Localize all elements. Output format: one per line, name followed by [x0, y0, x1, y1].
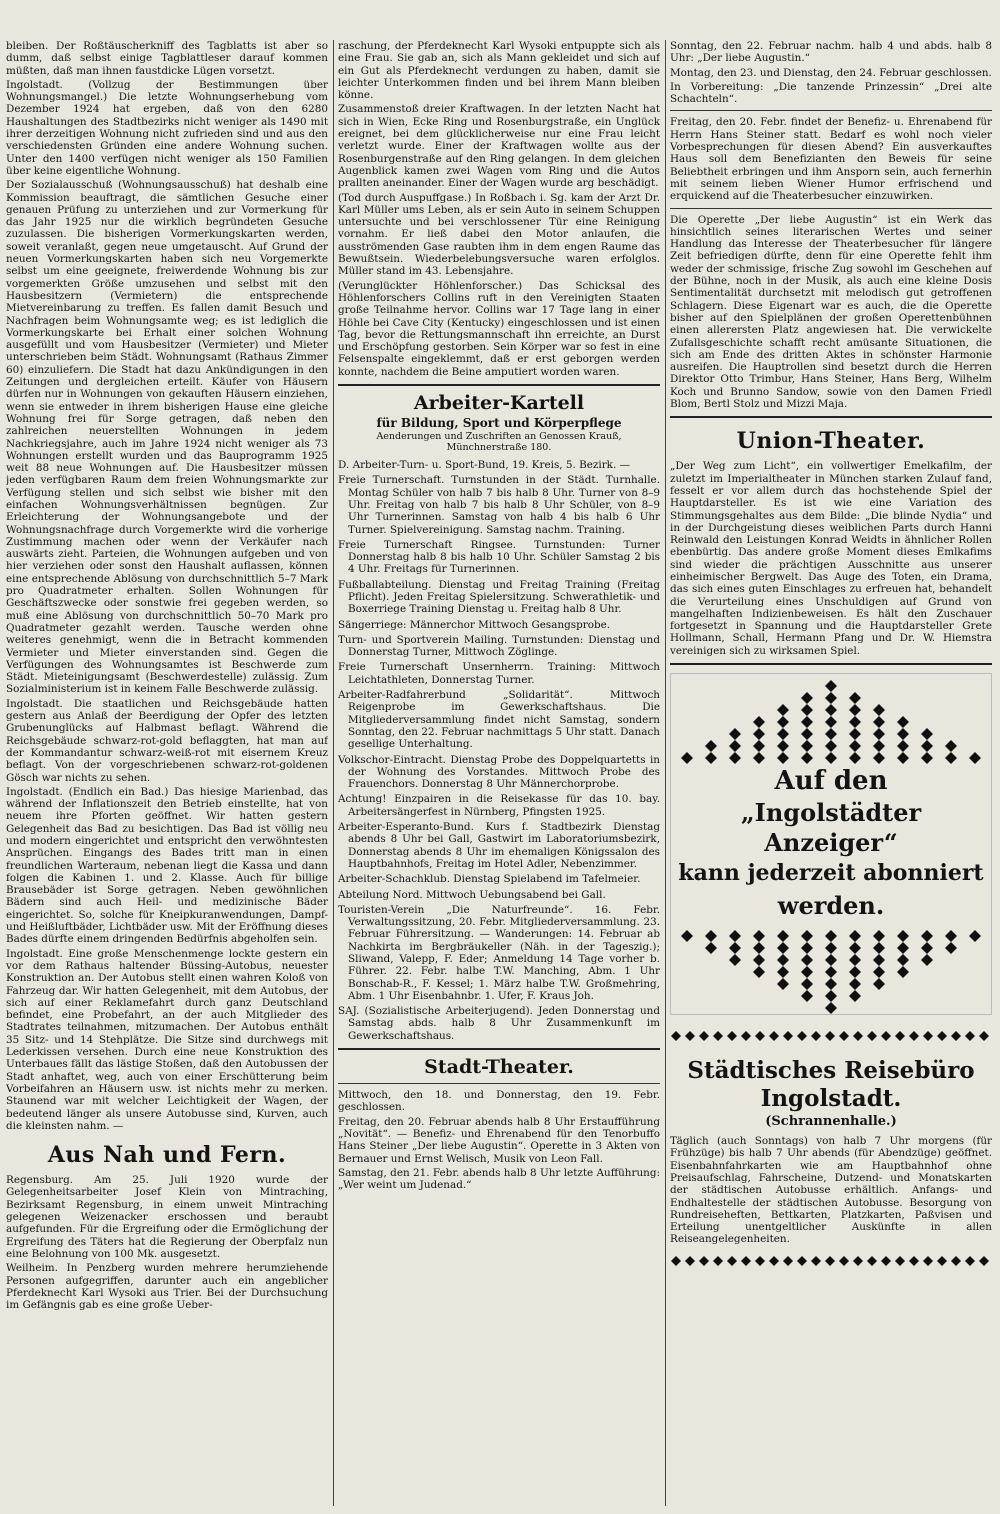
article-paragraph: Ingolstadt. (Vollzug der Bestimmungen über Wohnungsmangel.) Die letzte Wohnungserhebung vom Dezember 1924 hat ergeben, daß von den 6280 Haushaltungen des Stadtbezirks nicht weniger als 1490 mit ihrer derzeitigen Wohnung nicht zufrieden sind und aus den verschiedensten Gründen eine andere Wohnung suchen. Unter den 1400 verfügen nicht weniger als 150 Familien über keine eigentliche Wohnung.: [6, 78, 328, 177]
diamond-mark: [849, 728, 861, 740]
diamond-mark: [801, 692, 813, 704]
diamond-mark: [825, 680, 837, 692]
union-title: Union-Theater.: [736, 428, 926, 455]
theater-paragraph: Freitag, den 20. Febr. findet der Benefiz- u. Ehrenabend für Herrn Hans Steiner statt. Bedarf es wohl noch vieler Vorbesprechungen für diesen Abend? Ein ausverkauftes Haus soll dem Benefizianten den Beweis für seine Beliebtheit erbringen und ihm Ansporn sein, auch fernerhin mit seinem lieben Wiener Humor erfrischend und erquickend auf die Theaterbesucher einzuwirken.: [670, 116, 992, 203]
kartell-title: Arbeiter-Kartell: [413, 392, 585, 415]
diamond-mark: [729, 740, 741, 752]
diamond-mark: [811, 1256, 821, 1266]
diamond-mark: [825, 942, 837, 954]
diamond-mark: [825, 1002, 837, 1014]
divider: [338, 1083, 660, 1084]
diamond-mark: [849, 966, 861, 978]
diamond-mark: [921, 942, 933, 954]
section-title: Aus Nah und Fern.: [47, 1142, 287, 1169]
diamond-mark: [777, 930, 789, 942]
diamond-mark: [777, 728, 789, 740]
diamond-mark: [897, 752, 909, 764]
diamond-mark: [909, 1031, 919, 1041]
diamond-mark: [753, 966, 765, 978]
diamond-mark: [825, 1031, 835, 1041]
diamond-mark: [897, 954, 909, 966]
diamond-mark: [853, 1256, 863, 1266]
column-2: [338, 40, 660, 1502]
kartell-entry: Arbeiter-Esperanto-Bund. Kurs f. Stadtbezirk Dienstag abends 8 Uhr bei Gall, Gastwirt im Laboratoriumsbezirk, Donnerstag abends 8 Uhr im ehemaligen Königssalon des Hauptbahnhofs, Freitag im Hotel Adler, Nebenzimmer.: [338, 821, 660, 870]
theater-paragraph: In Vorbereitung: „Die tanzende Prinzessin“ „Drei alte Schachteln“.: [670, 80, 992, 106]
diamond-mark: [873, 728, 885, 740]
diamond-mark: [895, 1031, 905, 1041]
diamond-mark: [681, 930, 693, 942]
diamond-mark: [741, 1256, 751, 1266]
theater-paragraph: Montag, den 23. und Dienstag, den 24. Februar geschlossen.: [670, 66, 992, 79]
diamond-mark: [825, 954, 837, 966]
article-paragraph: bleiben. Der Roßtäuscherkniff des Tagblatts ist aber so dumm, daß selbst einige Tagblattleser darauf kommen müßten, daß man ihnen faustdicke Lügen vorsetzt.: [6, 40, 328, 77]
diamond-mark: [777, 942, 789, 954]
diamond-mark: [825, 1256, 835, 1266]
diamond-mark: [801, 930, 813, 942]
diamond-mark: [685, 1256, 695, 1266]
diamond-mark: [897, 716, 909, 728]
article-paragraph: (Verunglückter Höhlenforscher.) Das Schicksal des Höhlenforschers Collins ruft in den Vereinigten Staaten große Teilnahme hervor. Collins war 17 Tage lang in einer Höhle bei Cave City (Kentucky) eingeschlossen und ist einen Tag, bevor die Rettungsmannschaft ihn erreichte, an Durst und Erschöpfung gestorben. Sein Körper war so fest in eine Felsenspalte eingeklemmt, daß er erst geborgen werden konnte, nachdem die Beine amputiert worden waren.: [338, 279, 660, 378]
diamond-mark: [777, 752, 789, 764]
column-3: [670, 40, 992, 1506]
diamond-mark: [849, 704, 861, 716]
diamond-mark: [801, 728, 813, 740]
diamond-mark: [777, 716, 789, 728]
diamond-mark: [881, 1256, 891, 1266]
diamond-mark: [705, 930, 717, 942]
kartell-entry: Freie Turnerschaft. Turnstunden in der Städt. Turnhalle. Montag Schüler von halb 7 bis halb 8 Uhr. Turner von 8–9 Uhr. Freitag von halb 7 bis halb 8 Uhr Schüler, von 8–9 Uhr Turnerinnen. Samstag von halb 4 bis halb 6 Uhr Turner. Spielvereinigung. Samstag nachm. Training.: [338, 474, 660, 536]
diamond-mark: [699, 1256, 709, 1266]
diamond-mark: [965, 1031, 975, 1041]
diamond-mark: [741, 1031, 751, 1041]
union-paragraph: „Der Weg zum Licht“, ein vollwertiger Emelkafilm, der zuletzt im Imperialtheater in München starken Zulauf fand, fesselt er vor allem durch das hochstehende Spiel der Hauptdarsteller. Es ist wie eine Variation des Stimmungsgehaltes aus dem Bilde: „Die blinde Nydia“ und in der Durchgeistung dieses weiblichen Parts durch Hanni Reinwald den Leistungen Konrad Weidts in ähnlicher Rollen ebenbürtig. Das andere große Moment dieses Emlkafims sind wieder die prächtigen Ausschnitte aus unserer einheimischer Bergwelt. Das Auge des Toten, ein Drama, das sich eines guten Einschlages zu erfreuen hat, behandelt die Verurteilung eines Unschuldigen auf Grund von mangelhaften Indizienbeweisen. Es hält den Zuschauer fortgesetzt in Spannung und die Hauptdarsteller Grete Hollmann, Schall, Hermann Pfang und Dr. W. Hiemstra vereinigen sich zu wirksamen Spiel.: [670, 460, 992, 657]
advert-line-3: kann jederzeit abonniert: [678, 860, 984, 887]
diamond-mark: [881, 1031, 891, 1041]
diamond-mark: [801, 966, 813, 978]
diamond-mark: [921, 740, 933, 752]
kartell-entry: Abteilung Nord. Mittwoch Uebungsabend bei Gall.: [338, 888, 606, 901]
diamond-mark: [897, 966, 909, 978]
diamond-mark: [895, 1256, 905, 1266]
theater-paragraph: Mittwoch, den 18. und Donnerstag, den 19. Febr. geschlossen.: [338, 1089, 660, 1114]
diamond-mark: [729, 954, 741, 966]
column-rule-1: [333, 40, 334, 1506]
kartell-entry: Achtung! Einzpairen in die Reisekasse für das 10. bay. Arbeitersängerfest in Nürnberg, Pfingsten 1925.: [338, 793, 660, 818]
kartell-subtitle: für Bildung, Sport und Körperpflege: [376, 416, 622, 431]
diamond-mark: [849, 752, 861, 764]
diamond-mark: [713, 1256, 723, 1266]
advert-line-1: Auf den: [774, 766, 888, 797]
divider: [670, 416, 992, 418]
diamond-mark: [873, 954, 885, 966]
diamond-mark: [753, 752, 765, 764]
kartell-entry: Freie Turnerschaft Ringsee. Turnstunden: Turner Donnerstag halb 8 bis halb 10 Uhr. Schüler Samstag 2 bis 4 Uhr. Freitags für Turnerinnen.: [338, 538, 660, 576]
diamond-mark: [965, 1256, 975, 1266]
article-paragraph: Weilheim. In Penzberg wurden mehrere herumziehende Personen aufgegriffen, darunter auch ein angeblicher Pferdeknecht Karl Wysoki aus Trier. Bei der Durchsuchung im Gefängnis gab es eine große Ueber-: [6, 1262, 328, 1312]
diamond-mark: [873, 716, 885, 728]
diamond-mark: [777, 740, 789, 752]
diamond-mark: [945, 752, 957, 764]
diamond-mark: [755, 1256, 765, 1266]
diamond-mark: [921, 728, 933, 740]
diamond-mark: [849, 930, 861, 942]
article-paragraph: Ingolstadt. Die staatlichen und Reichsgebäude hatten gestern aus Anlaß der Beerdigung der Opfer des letzten Grubenunglücks auf Halbmast beflagt. Während die Reichsgebäude schwarz-rot-gold beflaggten, hat man auf der Kommandantur schwarz-weiß-rot mit eisernem Kreuz beflagt. Von der vorgeschriebenen schwarz-rot-goldenen Gösch war nichts zu sehen.: [6, 697, 328, 784]
border-strip-top: [670, 1029, 992, 1043]
diamond-mark: [921, 930, 933, 942]
kartell-entry: Fußballabteilung. Dienstag und Freitag Training (Freitag Pflicht). Jeden Freitag Spielersitzung. Schwerathletik- und Boxerriege Training Dienstag u. Freitag halb 8 Uhr.: [338, 578, 660, 616]
diamond-mark: [825, 966, 837, 978]
diamond-mark: [825, 930, 837, 942]
diamond-mark: [729, 942, 741, 954]
diamond-mark: [897, 740, 909, 752]
diamond-mark: [705, 942, 717, 954]
diamond-mark: [801, 704, 813, 716]
advert-line-2: „Ingolstädter Anzeiger“: [740, 798, 922, 858]
theater-paragraph: Freitag, den 20. Februar abends halb 8 Uhr Erstaufführung „Novität“. — Benefiz- und Ehrenabend für den Tenorbuffo Hans Steiner „Der liebe Augustin“. Operette in 3 Akten von Bernauer und Ernst Welisch, Musik von Leon Fall.: [338, 1115, 660, 1165]
diamond-mark: [777, 978, 789, 990]
diamond-mark: [849, 740, 861, 752]
diamond-mark: [825, 692, 837, 704]
diamond-mark: [727, 1031, 737, 1041]
kartell-entry: Arbeiter-Radfahrerbund „Solidarität“. Mittwoch Reigenprobe im Gewerkschaftshaus. Die Mitgliederversammlung findet nicht Samstag, sondern Sonntag, den 22. Februar nachmittags 5 Uhr statt. Danach gesellige Unterhaltung.: [338, 689, 660, 751]
subscription-advert: [670, 673, 992, 1015]
diamond-mark: [753, 930, 765, 942]
diamond-mark: [681, 752, 693, 764]
diamond-mark: [923, 1031, 933, 1041]
diamond-mark: [969, 930, 981, 942]
diamond-mark: [873, 752, 885, 764]
diamond-mark: [811, 1031, 821, 1041]
diamond-mark: [753, 728, 765, 740]
theater-paragraph: Samstag, den 21. Febr. abends halb 8 Uhr letzte Aufführung: „Wer weint um Judenad.“: [338, 1166, 660, 1192]
diamond-mark: [873, 740, 885, 752]
diamond-mark: [853, 1031, 863, 1041]
diamond-mark: [825, 978, 837, 990]
diamond-mark: [945, 740, 957, 752]
diamond-mark: [801, 942, 813, 954]
diamond-mark: [849, 990, 861, 1002]
diamond-mark: [937, 1256, 947, 1266]
diamond-mark: [873, 930, 885, 942]
diamond-mark: [801, 954, 813, 966]
diamond-mark: [849, 942, 861, 954]
kartell-entry: Touristen-Verein „Die Naturfreunde“. 16. Febr. Verwaltungssitzung, 20. Febr. Mitgliederversammlung. 23. Februar Führersitzung. — Wanderungen: 14. Februar ab Nachkirta im Bergbräukeller (Näh. in der Tageszig.); Sliwand, Valepp, F. Eder; Anmeldung 14 Tage vorher b. Führer. 22. Febr. halbe T.W. Manching, Abm. 1 Uhr Bonschab-R., F. Kessel; 1. März halbe T.W. Großmehring, Abm. 1 Uhr Eisenbahnbr. 1. Ufer, F. Kraus Joh.: [338, 903, 660, 1002]
diamond-mark: [755, 1031, 765, 1041]
diamond-mark: [729, 752, 741, 764]
diamond-mark: [685, 1031, 695, 1041]
reise-paragraph: Täglich (auch Sonntags) von halb 7 Uhr morgens (für Frühzüge) bis halb 7 Uhr abends (für Abendzüge) geöffnet. Eisenbahnfahrkarten wie am Hauptbahnhof ohne Preisaufschlag, Fahrscheine, Dutzend- und Monatskarten der städtischen Autobusse erhältlich. Anfangs- und Endhaltestelle der städtischen Autobusse. Besorgung von Rundreiseheften, Bettkarten, Platzkarten, Paßvisen und Erteilung unentgeltlicher Auskünfte in allen Reiseangelegenheiten.: [670, 1135, 992, 1246]
divider: [670, 208, 992, 209]
diamond-mark: [825, 704, 837, 716]
diamond-mark: [979, 1031, 989, 1041]
diamond-mark: [849, 692, 861, 704]
advert-line-4: werden.: [777, 891, 885, 921]
diamond-mark: [699, 1031, 709, 1041]
column-rule-2: [665, 40, 666, 1506]
diamond-mark: [969, 752, 981, 764]
diamond-mark: [867, 1256, 877, 1266]
diamond-mark: [921, 954, 933, 966]
diamond-mark: [873, 704, 885, 716]
diamond-mark: [753, 954, 765, 966]
kartell-entry: Arbeiter-Schachklub. Dienstag Spielabend im Tafelmeier.: [338, 873, 641, 886]
diamond-mark: [825, 752, 837, 764]
diamond-mark: [753, 942, 765, 954]
kartell-entry: Volkschor-Eintracht. Dienstag Probe des Doppelquartetts in der Wohnung des Vorstandes. Mittwoch Probe des Frauenchors. Donnerstag 8 Uhr Männerchorprobe.: [338, 753, 660, 791]
diamond-mark: [897, 728, 909, 740]
diamond-mark: [727, 1256, 737, 1266]
theater-paragraph: Die Operette „Der liebe Augustin“ ist ein Werk das hinsichtlich seines literarischen Wertes und seiner Handlung das Interesse der Theaterbesucher für längere Zeit befriedigen dürfte, denn für eine Operette fehlt ihm weder der schmissige, frische Zug sowohl im Geschehen auf der Bühne, noch in der Musik, als auch eine kleine Dosis Sentimentalität durchsetzt mit melodisch gut getroffenen Schlagern. Diese Eigenart war es auch, die die Operette bisher auf den Spielplänen der großen Operettenbühnen einen allerersten Platz angewiesen hat. Die verwickelte Zufallsgeschichte schafft recht amüsante Situationen, die sich am Ende des dritten Aktes in schönster Harmonie ausreifen. Die Hauptrollen sind besetzt durch die Herren Direktor Otto Trimbur, Hans Steiner, Hans Berg, Wilhelm Koch und Brunno Sandow, sowie von den Damen Friedl Blom, Bertl Stolz und Mizzi Maja.: [670, 213, 992, 411]
diamond-mark: [849, 978, 861, 990]
diamond-mark: [797, 1256, 807, 1266]
divider: [670, 110, 992, 111]
diamond-mark: [867, 1031, 877, 1041]
article-paragraph: Ingolstadt. Eine große Menschenmenge lockte gestern ein vor dem Rathaus haltender Büssing-Autobus, neuester Konstruktion an. Der Autobus stellt einen wahren Koloß von Fahrzeug dar. Wir hatten Gelegenheit, mit dem Autobus, der sich auf einer Reklamefahrt durch ganz Deutschland befindet, eine Probefahrt, an der auch Mitglieder des Stadtrates teilnahmen, mitzumachen. Der Autobus enthält 35 Sitz- und 14 Stehplätze. Die Sitze sind durchwegs mit Lederkissen versehen. Durch eine neue Konstruktion des Unterbaues fällt das lästige Stoßen, daß den Autobussen der Stadt anhaftet, weg, auch von einer Erschütterung beim Vorbeifahren an Häusern usw. ist nichts mehr zu merken. Staunend war mit welcher Leichtigkeit der Wagen, der bedeutend länger als unsere Autobusse sind, Kurven, auch die kleinsten nahm. —: [6, 947, 328, 1132]
reise-subtitle: (Schrannenhalle.): [765, 1114, 897, 1130]
diamond-mark: [923, 1256, 933, 1266]
diamond-mark: [801, 978, 813, 990]
diamond-mark: [801, 990, 813, 1002]
diamond-ornament-top: [671, 674, 991, 764]
theater-paragraph: Sonntag, den 22. Februar nachm. halb 4 und abds. halb 8 Uhr: „Der liebe Augustin.“: [670, 40, 992, 65]
diamond-mark: [769, 1031, 779, 1041]
diamond-mark: [783, 1256, 793, 1266]
diamond-mark: [801, 716, 813, 728]
article-paragraph: raschung, der Pferdeknecht Karl Wysoki entpuppte sich als eine Frau. Sie gab an, sich als Mann gekleidet und sich auf ein Gut als Pferdeknecht verdungen zu haben, damit sie leichter Unterkommen finden und bei ihrem Mann bleiben könne.: [338, 40, 660, 102]
diamond-mark: [873, 966, 885, 978]
kartell-entry: D. Arbeiter-Turn- u. Sport-Bund, 19. Kreis, 5. Bezirk. —: [338, 459, 630, 472]
diamond-mark: [839, 1031, 849, 1041]
border-strip-bottom: [670, 1254, 992, 1268]
diamond-mark: [671, 1256, 681, 1266]
diamond-mark: [705, 752, 717, 764]
diamond-mark: [801, 752, 813, 764]
diamond-mark: [979, 1256, 989, 1266]
diamond-mark: [797, 1031, 807, 1041]
diamond-mark: [671, 1031, 681, 1041]
diamond-mark: [753, 740, 765, 752]
diamond-mark: [849, 954, 861, 966]
diamond-mark: [777, 704, 789, 716]
diamond-mark: [873, 942, 885, 954]
diamond-mark: [897, 930, 909, 942]
divider: [338, 384, 660, 386]
diamond-mark: [777, 966, 789, 978]
diamond-mark: [873, 978, 885, 990]
reise-title: Städtisches Reisebüro Ingolstadt.: [687, 1057, 975, 1113]
kartell-note: Aenderungen und Zuschriften an Genossen Krauß, Münchnerstraße 180.: [376, 431, 622, 454]
diamond-mark: [937, 1031, 947, 1041]
article-paragraph: Zusammenstoß dreier Kraftwagen. In der letzten Nacht hat sich in Wien, Ecke Ring und Rosenburgstraße, ein Unglück ereignet, bei dem glücklicherweise nur eine Frau leicht verletzt wurde. Einer der Kraftwagen wollte aus der Rosenburgenstraße auf den Ring gelangen. In dem gleichen Augenblick kamen zwei Wagen vom Ring und die Autos prallten aneinander. Einer der Wagen wurde arg beschädigt.: [338, 103, 660, 190]
diamond-mark: [945, 942, 957, 954]
diamond-mark: [839, 1256, 849, 1266]
diamond-mark: [825, 990, 837, 1002]
diamond-mark: [945, 930, 957, 942]
diamond-mark: [729, 728, 741, 740]
diamond-mark: [753, 716, 765, 728]
article-paragraph: Der Sozialausschuß (Wohnungsausschuß) hat deshalb eine Kommission beauftragt, die sämtlichen Gesuche einer genauen Prüfung zu unterziehen und zur Vormerkung für das Jahr 1925 nur die wirklich begründeten Gesuche zuzulassen. Die bisherigen Vormerkungskarten werden, soweit veranlaßt, gegen neue umgetauscht. Auf Grund der neuen Vormerkungskarten haben sich neu Vorgemerkte selbst um eine geeignete, freiwerdende Wohnung bis zur vorgemerkten Größe umzusehen und selbst mit den Hausbesitzern (Vermietern) die entsprechende Mietvereinbarung zu treffen. Es fallen damit Besuch und Nachfragen beim Wohnungsamte weg; es ist lediglich die Vormerkungskarte bei Erhalt einer solchen Wohnung ausgefüllt und vom Hausbesitzer (Vermieter) und Mieter unterschrieben beim Städt. Wohnungsamt (Rathaus Zimmer 60) einzuliefern. Die Stadt hat dazu Ankündigungen in den Zeitungen und dergleichen erteilt. Käufer von Häusern dürfen nur in Wohnungen von gekauften Häusern einziehen, wenn sie entweder in ihrem bisherigen Hause eine gleiche Wohnung frei für Sorge getragen, daß neben den zahlreichen neuerstellten Wohnungen in jedem Nachkriegsjahre, auch im Jahre 1924 nicht weniger als 73 Wohnungen erstellt wurden und das Bauprogramm 1925 weit 88 neue Wohnungen auf. Die Hausbesitzer müssen jeden verfügbaren Raum dem freien Wohnungsmarkte zur Verfügung stellen und sich selbst wie bisher mit den einfachen Wohnungsverhältnissen begnügen. Zur Erleichterung der Wohnungsangebote und der Wohnungsnachfrage durch Vorgemerkte wird die vorherige Zustimmung machen oder wenn der Verkäufer nach auswärts zieht. Parteien, die Wohnungen aufgeben und von hier verziehen oder sonst den Haushalt auflassen, können eine entsprechende Ablösung von durchschnittlich 5–7 Mark pro Quadratmeter erhalten. Sollen Wohnungen für Geschäftszwecke oder sonstwie frei gegeben werden, so muß eine Ablösung von durchschnittlich 50–70 Mark pro Quadratmeter gezahlt werden. Tausche werden ohne weiteres genehmigt, wenn die in Betracht kommenden Vermieter und Mieter einverstanden sind. Gegen die Verfügungen des Wohnungsamtes ist Beschwerde zum Städt. Mieteinigungsamt (Beschwerdestelle) zulässig. Zum Sozialministerium ist in keinem Falle Beschwerde zulässig.: [6, 179, 328, 696]
diamond-mark: [897, 942, 909, 954]
diamond-mark: [825, 740, 837, 752]
diamond-mark: [825, 716, 837, 728]
diamond-mark: [729, 930, 741, 942]
diamond-mark: [909, 1256, 919, 1266]
column-1: [6, 40, 328, 1506]
diamond-mark: [713, 1031, 723, 1041]
diamond-mark: [769, 1256, 779, 1266]
diamond-mark: [783, 1031, 793, 1041]
diamond-ornament-bottom: [671, 924, 991, 1014]
divider: [670, 663, 992, 665]
article-paragraph: Ingolstadt. (Endlich ein Bad.) Das hiesige Marienbad, das während der Inflationszeit den Betrieb einstellte, hat von neuem ihre Pforten geöffnet. Wir hatten gestern Gelegenheit das Bad zu besichtigen. Das Bad ist völlig neu und modern eingerichtet und entspricht den verwöhntesten Ansprüchen. Eingangs des Bades tritt man in einen freundlichen Warteraum, nebenan liegt die Kassa und dann folgen die Kabinen 1. und 2. Klasse. Auch für billige Brausebäder ist Sorge getragen. Neben gewöhnlichen Bädern sind auch Heil- und medizinische Bäder eingerichtet. So, solche für Kneipkuranwendungen, Dampf- und Heißluftbäder, Lichtbäder usw. Mit der Eröffnung dieses Bades dürfte einem dringenden Bedürfnis abgeholfen sein.: [6, 785, 328, 946]
diamond-mark: [777, 954, 789, 966]
diamond-mark: [951, 1031, 961, 1041]
article-paragraph: Regensburg. Am 25. Juli 1920 wurde der Gelegenheitsarbeiter Josef Klein von Mintraching, Bezirksamt Regensburg, in einem unweit Mintraching gelegenen Weizenacker erschossen und beraubt aufgefunden. Für die Ergreifung oder die Ermöglichung der Ergreifung des Täters hat die Regierung der Oberpfalz nun eine Belohnung von 100 Mk. ausgesetzt.: [6, 1174, 328, 1260]
theater-title: Stadt-Theater.: [424, 1056, 574, 1079]
kartell-entry: SAJ. (Sozialistische Arbeiterjugend). Jeden Donnerstag und Samstag abds. halb 8 Uhr Zusammenkunft im Gewerkschaftshaus.: [338, 1005, 660, 1042]
divider: [338, 1048, 660, 1050]
diamond-mark: [951, 1256, 961, 1266]
diamond-mark: [705, 740, 717, 752]
diamond-mark: [849, 716, 861, 728]
diamond-mark: [825, 728, 837, 740]
diamond-mark: [801, 740, 813, 752]
article-paragraph: (Tod durch Auspuffgase.) In Roßbach i. Sg. kam der Arzt Dr. Karl Müller ums Leben, als er sein Auto in seinem Schuppen untersuchte und bei verschlossener Tür eine Reinigung vornahm. Er ließ dabei den Motor anlaufen, die ausströmenden Gase raubten ihm in dem engen Raume das Bewußtsein. Wiederbelebungsversuche waren erfolglos. Müller stand im 43. Lebensjahre.: [338, 191, 660, 278]
kartell-entry: Sängerriege: Männerchor Mittwoch Gesangsprobe.: [338, 618, 611, 631]
kartell-entry: Freie Turnerschaft Unsernherrn. Training: Mittwoch Leichtathleten, Donnerstag Turner.: [338, 661, 660, 686]
kartell-entry: Turn- und Sportverein Mailing. Turnstunden: Dienstag und Donnerstag Turner, Mittwoch Zöglinge.: [338, 633, 660, 659]
diamond-mark: [921, 752, 933, 764]
